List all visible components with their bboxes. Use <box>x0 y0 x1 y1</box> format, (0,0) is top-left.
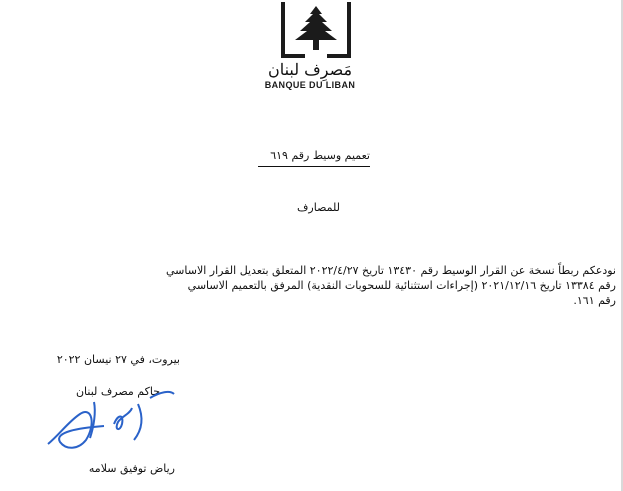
body-paragraph <box>50 263 616 308</box>
governor-name: رياض توفيق سلامه <box>88 462 175 475</box>
recipient-line: للمصارف <box>297 201 340 214</box>
date-line: بيروت، في ٢٧ نيسان ٢٠٢٢ <box>56 353 180 366</box>
governor-title: حاكم مصرف لبنان <box>75 385 160 398</box>
logo-latin-name: BANQUE DU LIBAN <box>264 80 356 90</box>
title-underline <box>258 166 370 167</box>
cedar-logo-icon <box>281 0 351 58</box>
body-line: رقم ١٦١. <box>573 294 616 307</box>
document-title: تعميم وسيط رقم ٦١٩ <box>270 149 370 162</box>
logo-arabic-name: مَصرِف لبنان <box>267 60 353 79</box>
signature-icon <box>38 384 178 456</box>
body-line: نودعكم ربطاً نسخة عن القرار الوسيط رقم ١٣٤٣٠ تاريخ ٢٠٢٢/٤/٢٧ المتعلق بتعديل القرار الاساسي <box>166 264 616 277</box>
body-line: رقم ١٣٣٨٤ تاريخ ٢٠٢١/١٢/١٦ (إجراءات استثنائية للسحوبات النقدية) المرفق بالتعميم الاساسي <box>187 279 616 292</box>
